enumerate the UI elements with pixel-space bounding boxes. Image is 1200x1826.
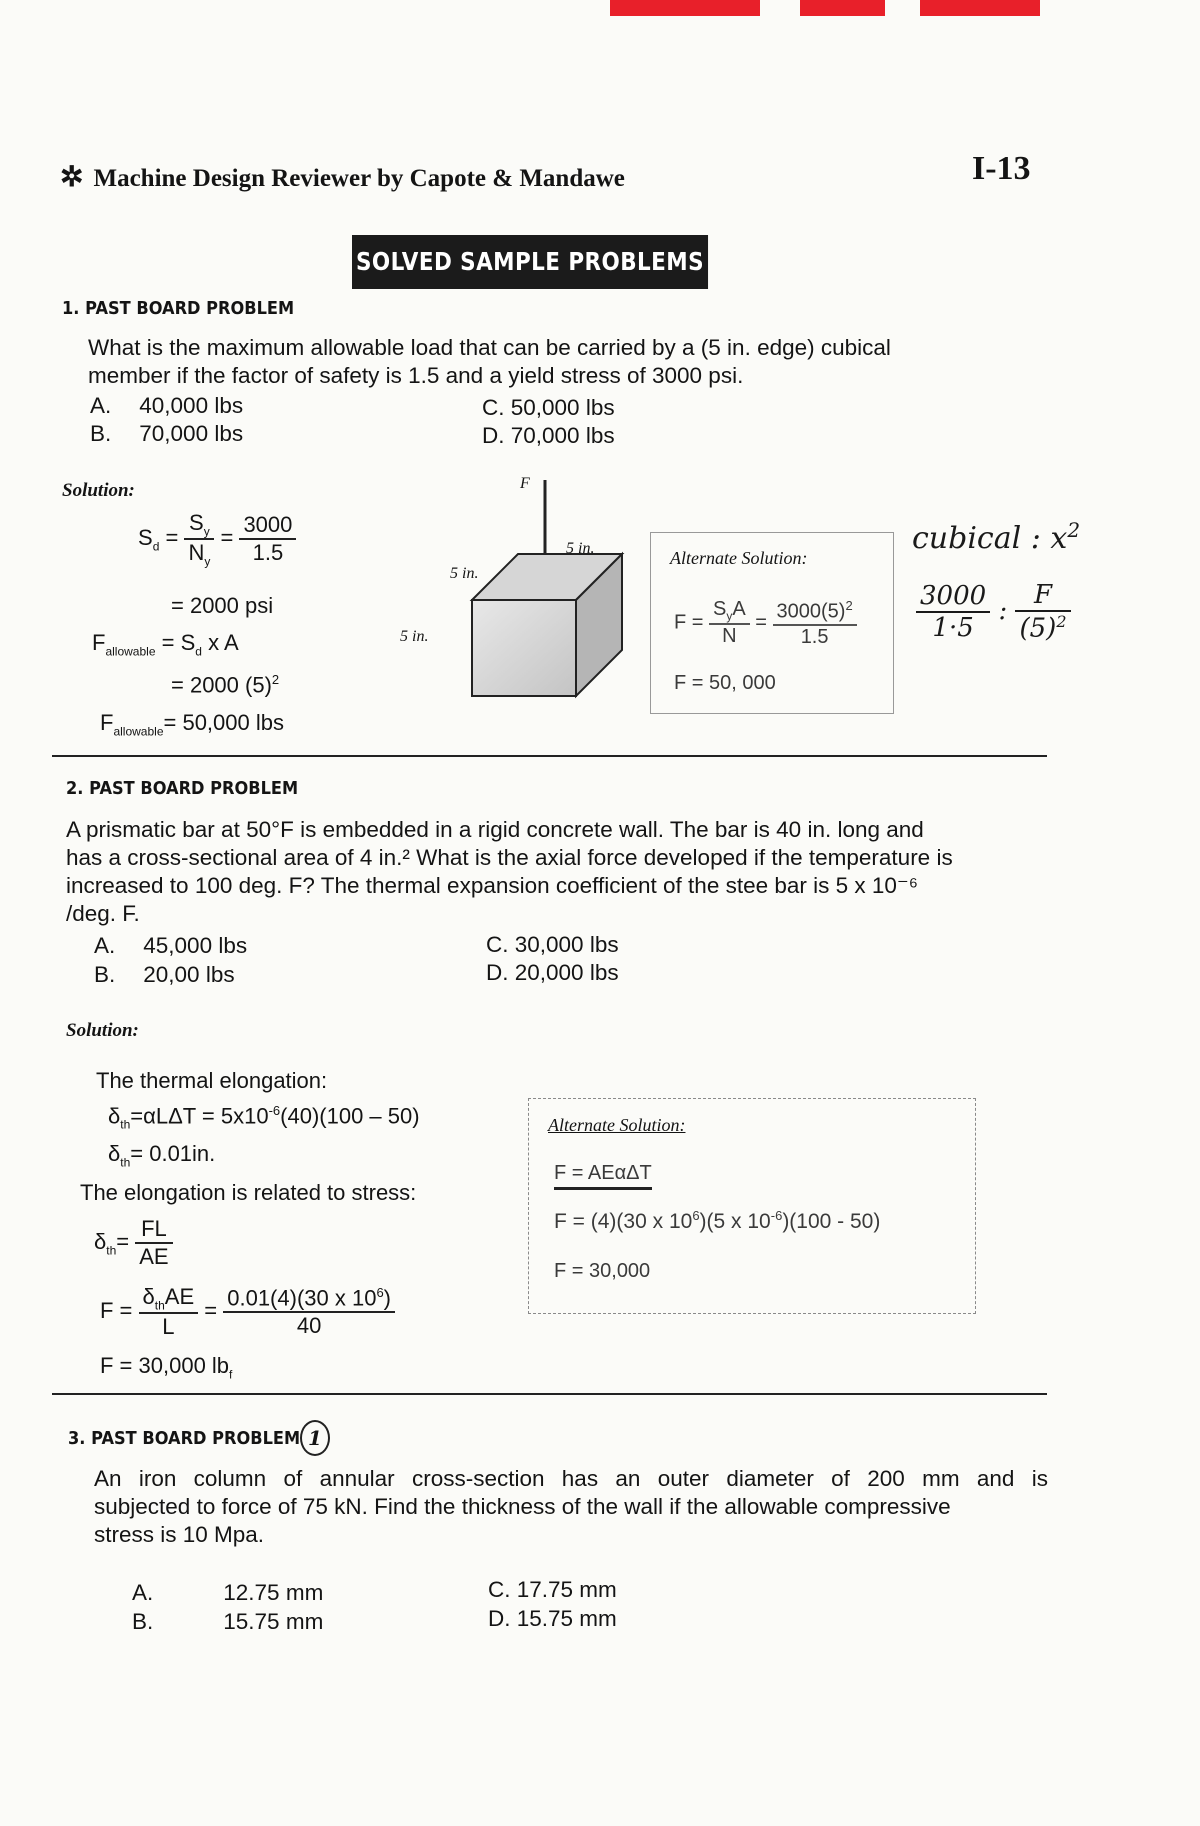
circled-number-mark: 1 — [300, 1420, 330, 1456]
problem-1-choice-a: A. 40,000 lbs — [90, 393, 244, 418]
alternate-solution-2-result: F = 30,000 — [554, 1260, 651, 1282]
force-final: F = 30,000 $lb_f$ — [100, 1353, 233, 1382]
alternate-solution-1-formula: F = $\frac{S_yA}{N}$ = $\frac{3000(5)^2}{1.5}$ — [674, 598, 857, 649]
solution-2-label: Solution: — [66, 1020, 139, 1041]
book-title: Machine Design Reviewer by Capote & Mandawe — [93, 165, 625, 192]
alternate-solution-2-formula: F = AEαΔT — [554, 1162, 652, 1190]
edge-label-left: 5 in. — [400, 628, 429, 645]
top-red-tab-1 — [610, 0, 760, 16]
problem-1-choice-d: D. 70,000 lbs — [482, 423, 615, 448]
problem-2-heading: 2. PAST BOARD PROBLEM — [66, 778, 299, 799]
alternate-solution-2-title: Alternate Solution: — [548, 1115, 686, 1135]
problem-2-line-4: /deg. F. — [66, 901, 140, 926]
book-header — [60, 160, 625, 194]
force-equation: F = $\frac{\delta_{th}AE}{L}$ = $\frac{0.01(4)(30 x 10^6)}{40}$ — [100, 1284, 395, 1340]
thermal-elongation-result: $\delta_{th}= 0.01in$. — [108, 1141, 216, 1170]
f-allowable-result: $F_{allowable}= 50,000$ lbs — [100, 710, 284, 739]
problem-3-heading: 3. PAST BOARD PROBLEM — [68, 1428, 301, 1449]
problem-2-text — [66, 816, 953, 928]
problem-2-line-1: A prismatic bar at 50°F is embedded in a rigid concrete wall. The bar is 40 in. long and — [66, 817, 924, 842]
solution-1-label: Solution: — [62, 480, 135, 501]
f-allowable-formula: $F_{allowable} = S_d$ x A — [92, 630, 239, 659]
force-label: F — [520, 475, 530, 492]
problem-3-choice-b: B. 15.75 mm — [132, 1609, 324, 1634]
top-red-tab-2 — [800, 0, 885, 16]
f-allowable-sub: = 2000 $(5)^2$ — [171, 672, 280, 698]
thermal-elongation-label: The thermal elongation: — [96, 1068, 328, 1093]
divider-2 — [52, 1393, 1047, 1395]
alternate-solution-1-result: F = 50, 000 — [674, 672, 776, 694]
problem-3-choice-c: C. 17.75 mm — [488, 1577, 617, 1602]
problem-1-text — [88, 334, 891, 390]
problem-3-line-1: An iron column of annular cross-section has an outer diameter of 200 mm and is — [94, 1466, 1048, 1491]
problem-1-line-1: What is the maximum allowable load that can be carried by a (5 in. edge) cubical — [88, 335, 891, 360]
sd-result: = 2000 psi — [171, 593, 274, 618]
problem-1-choice-c: C. 50,000 lbs — [482, 395, 615, 420]
problem-2-choice-d: D. 20,000 lbs — [486, 960, 619, 985]
problem-1-line-2: member if the factor of safety is 1.5 and a yield stress of 3000 psi. — [88, 363, 744, 388]
problem-3-choice-a: A. 12.75 mm — [132, 1580, 324, 1605]
problem-2-line-3: increased to 100 deg. F? The thermal expansion coefficient of the stee bar is 5 x 10⁻⁶ — [66, 873, 919, 898]
problem-2-choice-c: C. 30,000 lbs — [486, 932, 619, 957]
top-red-tab-3 — [920, 0, 1040, 16]
sd-equation: $S_d$ = $\frac{S_y}{N_y}$ = $\frac{3000}{1.5}$ — [138, 510, 296, 569]
section-banner: SOLVED SAMPLE PROBLEMS — [352, 235, 708, 289]
problem-3-choice-d: D. 15.75 mm — [488, 1606, 617, 1631]
elongation-stress-label: The elongation is related to stress: — [80, 1180, 417, 1205]
edge-label-top-left: 5 in. — [450, 565, 479, 582]
problem-3-line-3: stress is 10 Mpa. — [94, 1522, 265, 1547]
alternate-solution-1-title: Alternate Solution: — [670, 548, 808, 568]
alternate-solution-2-substitution: F = (4)(30 x $10^6)(5$ x $10^{-6})(100 - 50)$ — [554, 1208, 881, 1233]
problem-1-choice-b: B. 70,000 lbs — [90, 421, 244, 446]
problem-3-text — [94, 1465, 1048, 1549]
edge-label-top-right: 5 in. — [566, 540, 595, 557]
cube-diagram — [390, 470, 650, 700]
problem-2-line-2: has a cross-sectional area of 4 in.² What is the axial force developed if the temperature is — [66, 845, 953, 870]
problem-3-line-2: subjected to force of 75 kN. Find the thickness of the wall if the allowable compressive — [94, 1494, 951, 1519]
handwritten-equation-note: $\frac{3000}{1\cdot 5}$ : $\frac{F}{(5)^2}$ — [916, 580, 1071, 644]
problem-2-choice-b: B. 20,00 lbs — [94, 962, 235, 987]
delta-fl-ae: $\delta_{th}=$ $\frac{FL}{AE}$ — [94, 1216, 173, 1270]
problem-1-heading: 1. PAST BOARD PROBLEM — [62, 298, 295, 319]
star-icon: ✲ — [60, 162, 84, 193]
problem-2-choice-a: A. 45,000 lbs — [94, 933, 248, 958]
thermal-elongation-equation: $\delta_{th}=\alpha L\Delta T = 5x10^{-6}(40)(100 - 50)$ — [108, 1103, 420, 1132]
handwritten-cubical-note: cubical : $x^2$ — [912, 518, 1081, 556]
page-number: I-13 — [972, 150, 1031, 187]
divider-1 — [52, 755, 1047, 757]
